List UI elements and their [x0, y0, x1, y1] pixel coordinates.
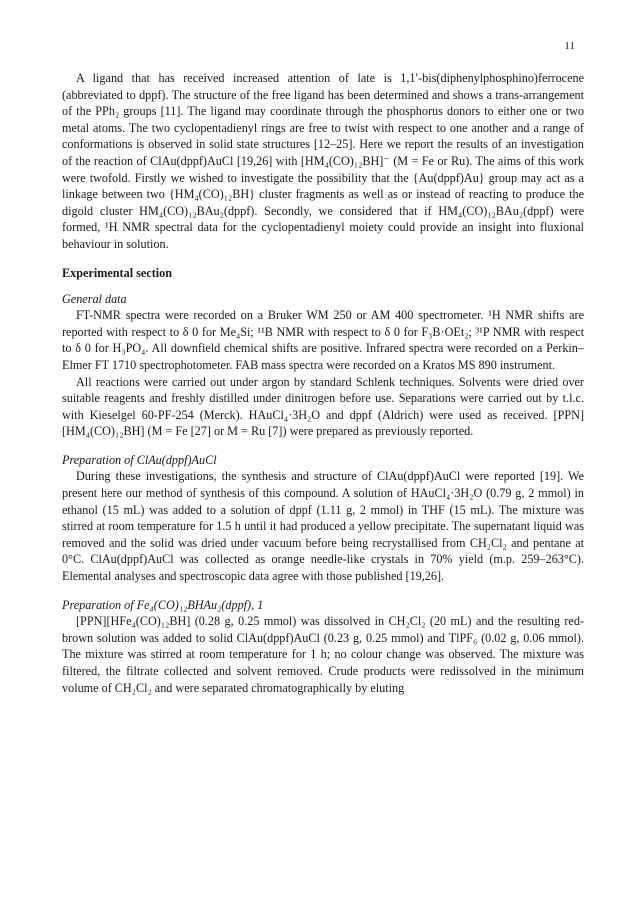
page-body — [62, 70, 584, 696]
preparation-1-heading: Preparation of ClAu(dppf)AuCl — [62, 452, 217, 467]
preparation-2-heading: Preparation of Fe₄(CO)₁₂BHAu₂(dppf), 1 — [62, 597, 264, 612]
section-heading: Experimental section — [62, 265, 173, 280]
preparation-2-paragraph: [PPN][HFe₄(CO)₁₂BH] (0.28 g, 0.25 mmol) was dissolved in CH₂Cl₂ (20 mL) and the resulting red-brown solution was added to solid ClAu(dppf)AuCl (0.23 g, 0.25 mmol) and TlPF₆ (0.02 g, 0.06 mmol). The mixture was stirred at room temperature for 1 h; no colour change was observed. The mixture was filtered, the filtrate collected and solvent removed. Crude products were redissolved in the minimum volume of CH₂Cl₂ and were separated chromatographically by eluting — [62, 614, 584, 695]
page-number: 11 — [564, 40, 575, 52]
general-data-heading: General data — [62, 291, 127, 306]
general-data-paragraph-1: FT-NMR spectra were recorded on a Bruker WM 250 or AM 400 spectrometer. ¹H NMR shifts are reported with respect to δ 0 for Me₄Si; ¹¹B NMR with respect to δ 0 for F₃B·OEt₂; ³¹P NMR with respect to δ 0 for H₃PO₄. All downfield chemical shifts are positive. Infrared spectra were recorded on a Perkin–Elmer FT 1710 spectrophotometer. FAB mass spectra were recorded on a Kratos MS 890 instrument. — [62, 308, 584, 372]
preparation-1-paragraph: During these investigations, the synthesis and structure of ClAu(dppf)AuCl were reported [19]. We present here our method of synthesis of this compound. A solution of HAuCl₄·3H₂O (0.79 g, 2 mmol) in ethanol (15 mL) was added to a solution of dppf (1.11 g, 2 mmol) in THF (15 mL). The mixture was stirred at room temperature for 1.5 h until it had produced a yellow precipitate. The supernatant liquid was removed and the solid was dried under vacuum before being recrystallised from CH₂Cl₂ and pentane at 0°C. ClAu(dppf)AuCl was collected as orange needle-like crystals in 70% yield (m.p. 259–263°C). Elemental analyses and spectroscopic data agree with those published [19,26]. — [62, 469, 584, 584]
intro-paragraph: A ligand that has received increased attention of late is 1,1′-bis(diphenylphosphino)ferrocene (abbreviated to dppf). The structure of the free ligand has been determined and shows a trans-arrangement of the PPh₂ groups [11]. The ligand may coordinate through the phosphorus donors to either one or two metal atoms. The two cyclopentadienyl rings are free to twist with respect to one another and a range of conformations is observed in solid state structures [12–25]. Here we report the results of an investigation of the reaction of ClAu(dppf)AuCl [19,26] with [HM₄(CO)₁₂BH]⁻ (M = Fe or Ru). The aims of this work were twofold. Firstly we wished to investigate the possibility that the {Au(dppf)Au} group may act as a linkage between two {HM₄(CO)₁₂BH} cluster fragments as well as or instead of reacting to produce the digold cluster HM₄(CO)₁₂BAu₂(dppf). Secondly, we considered that if HM₄(CO)₁₂BAu₂(dppf) were formed, ¹H NMR spectral data for the cyclopentadienyl moiety could provide an insight into fluxional behaviour in solution. — [62, 71, 584, 251]
general-data-paragraph-2: All reactions were carried out under argon by standard Schlenk techniques. Solvents were dried over suitable reagents and freshly distilled under dinitrogen before use. Separations were carried out by t.l.c. with Kieselgel 60-PF-254 (Merck). HAuCl₄·3H₂O and dppf (Aldrich) were used as received. [PPN][HM₄(CO)₁₂BH] (M = Fe [27] or M = Ru [7]) were prepared as previously reported. — [62, 374, 584, 439]
